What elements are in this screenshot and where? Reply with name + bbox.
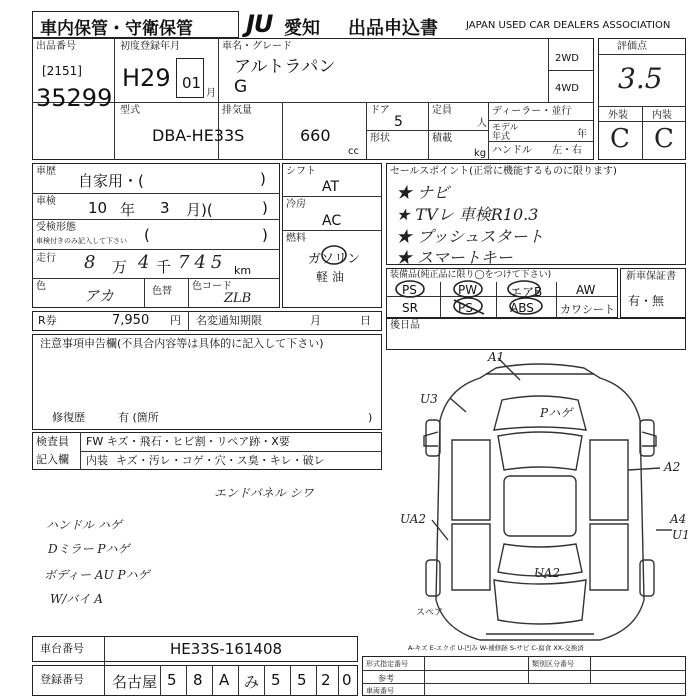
inspection-year: 10 — [88, 199, 108, 217]
mileage-man-unit: 万 — [112, 258, 128, 276]
lot-label: 出品番号 — [36, 41, 76, 52]
rating-value: 3.5 — [618, 62, 663, 95]
doc-title: 出品申込書 — [348, 18, 438, 39]
equipment-aw: AW — [576, 283, 596, 297]
inspector-row-1: FW キズ・飛石・ヒビ割・リペア跡・X要 — [86, 435, 290, 448]
mileage-sen: 4 — [138, 252, 150, 273]
fuel-diesel: 軽油 — [316, 270, 349, 284]
plate-digit-5: 5 — [271, 671, 281, 689]
capacity-unit: 人 — [477, 118, 487, 129]
fuel-gasoline: ガソリン — [308, 252, 361, 267]
sales-point-3: ★ プッシュスタート — [396, 227, 544, 246]
sales-points-label: セールスポイント(正常に機能するものに限ります) — [390, 166, 617, 177]
mark-a1: A1 — [488, 350, 505, 364]
interior-grade: C — [654, 124, 674, 154]
displacement-unit: cc — [348, 146, 359, 157]
load-unit: kg — [474, 148, 487, 159]
equipment-leather-seat: カワシート — [560, 303, 615, 316]
repair-close: ) — [368, 411, 373, 424]
equipment-ps: PS — [402, 283, 417, 297]
shift-label: シフト — [286, 166, 316, 177]
sales-point-4: ★ スマートキー — [396, 248, 513, 267]
english-title: JAPAN USED CAR DEALERS ASSOCIATION — [466, 20, 671, 31]
mark-u3: U3 — [420, 392, 438, 406]
plate-digit-6: 5 — [297, 671, 307, 689]
storage-stamp: 車内保管・守衛保管 — [40, 19, 193, 39]
equipment-airbag: エアB — [510, 285, 543, 299]
history-label: 車歴 — [36, 166, 56, 177]
mark-a4: A4 — [670, 512, 687, 526]
warranty-options: 有・無 — [628, 294, 665, 308]
lot-sub: [2151] — [42, 64, 82, 78]
model-year-unit: 年 — [577, 129, 587, 140]
registration-year: H29 — [122, 64, 171, 92]
equipment-ps2: PS — [458, 301, 473, 315]
load-label: 積載 — [432, 133, 452, 144]
lot-number: 35299 — [36, 84, 113, 112]
registration-month-unit: 月 — [206, 88, 216, 99]
mileage-unit: km — [234, 264, 252, 277]
recycle-unit: 円 — [170, 314, 181, 327]
car-name-label: 車名・グレード — [222, 41, 292, 52]
handwritten-note-5: W/バイ A — [50, 592, 103, 606]
mark-spare: スペア — [416, 608, 444, 618]
mileage-man: 8 — [84, 252, 96, 273]
handwritten-note-2: ハンドル ハゲ — [46, 518, 122, 532]
drive-2wd: 2WD — [555, 53, 579, 64]
pickup-value: ( — [144, 226, 150, 244]
model-code: DBA-HE33S — [152, 126, 245, 145]
history-close: ) — [260, 170, 266, 188]
car-name: アルトラパン — [234, 57, 336, 77]
pickup-close: ) — [262, 226, 268, 244]
equipment-pw: PW — [458, 283, 478, 297]
equipment-abs: ABS — [510, 301, 534, 315]
mileage-rest: 745 — [178, 252, 228, 273]
tax-notice-month: 月 — [310, 314, 321, 327]
warranty-label: 新車保証書 — [626, 271, 676, 282]
model-label: 型式 — [120, 105, 140, 116]
handwritten-note-3: Dミラー Pハゲ — [48, 542, 130, 556]
dealer-label: ディーラー・並行 — [492, 106, 572, 117]
doors-label: ドア — [370, 105, 390, 116]
color-value: アカ — [84, 287, 114, 305]
sales-point-2: ★ TVレ 車検R10.3 — [396, 205, 539, 224]
drive-4wd: 4WD — [555, 83, 579, 94]
registration-month: 01 — [182, 74, 202, 92]
color-code-label: 色コード — [192, 281, 232, 292]
mark-ua2-left: UA2 — [400, 512, 427, 526]
chassis-number: HE33S-161408 — [170, 640, 283, 658]
doors-value: 5 — [394, 114, 403, 130]
notes-label: 注意事項申告欄(不具合内容等は具体的に記入して下さい) — [40, 337, 324, 350]
plate-digit-7: 2 — [321, 671, 331, 689]
displacement-value: 660 — [300, 126, 331, 145]
inspector-label-2: 記入欄 — [36, 453, 69, 466]
inspector-label-1: 検査員 — [36, 435, 69, 448]
shift-value: AT — [322, 179, 340, 195]
chassis-label: 車台番号 — [40, 642, 84, 655]
displacement-label: 排気量 — [222, 105, 252, 116]
mark-a2: A2 — [664, 460, 681, 474]
sales-point-1: ★ ナビ — [396, 183, 450, 202]
recycle-value: 7,950 — [112, 313, 150, 328]
pickup-sub: 車検付きのみ記入して下さい — [36, 237, 127, 245]
tax-notice-day: 日 — [360, 314, 371, 327]
mark-u1: U1 — [672, 528, 690, 542]
handwritten-note-4: ボディー AU Pハゲ — [44, 568, 150, 582]
recycle-label: R券 — [38, 314, 57, 327]
color-label: 色 — [36, 281, 46, 292]
model-year-label: モデル年式 — [492, 123, 519, 142]
inspection-month-unit: 月)( — [186, 201, 213, 219]
category-number-label: 類別区分番号 — [532, 660, 574, 668]
pickup-label: 受検形態 — [36, 222, 76, 233]
ju-logo: JU — [246, 10, 273, 38]
tax-notice-label: 名変通知期限 — [196, 314, 262, 327]
shape-label: 形状 — [370, 133, 390, 144]
inspection-year-unit: 年 — [120, 201, 136, 219]
plate-digit-8: 0 — [342, 671, 352, 689]
plate-label: 登録番号 — [40, 673, 84, 686]
handle-options: 左・右 — [552, 145, 582, 156]
type-designation-label: 形式指定番号 — [366, 660, 408, 668]
handwritten-note-1: エンドパネル シワ — [214, 486, 314, 500]
handle-label: ハンドル — [492, 145, 532, 156]
mileage-sen-unit: 千 — [156, 258, 172, 276]
aircon-label: 冷房 — [286, 199, 306, 210]
plate-digit-1: 5 — [167, 671, 177, 689]
mark-ua2-rear: UA2 — [534, 566, 561, 580]
inspection-close: ) — [262, 199, 268, 217]
interior-label: 内装 — [652, 110, 672, 121]
vehicle-number-label: 車両番号 — [366, 687, 394, 695]
reference-label: 参考 — [378, 674, 394, 683]
rating-label: 評価点 — [617, 41, 647, 52]
registration-label: 初度登録年月 — [120, 41, 180, 52]
equipment-label: 装備品(純正品に限り◯をつけて下さい) — [390, 270, 552, 280]
fuel-label: 燃料 — [286, 233, 306, 244]
car-grade: G — [234, 77, 248, 97]
inspector-row-2-label: 内装 — [86, 454, 108, 467]
plate-digit-2: 8 — [193, 671, 203, 689]
history-value: 自家用・( — [78, 172, 144, 190]
inspector-row-2: キズ・汚レ・コゲ・穴・ス臭・キレ・破レ — [116, 454, 325, 467]
mileage-label: 走行 — [36, 253, 56, 264]
mark-paint-peel: Pハゲ — [540, 406, 573, 420]
inspection-month: 3 — [160, 199, 170, 217]
later-items-label: 後日品 — [390, 320, 420, 331]
damage-legend: A-キズ E-エクボ U-凹み W-補修跡 S-サビ C-腐食 XX-交換済 — [408, 644, 584, 652]
capacity-label: 定員 — [432, 105, 452, 116]
aircon-value: AC — [322, 213, 342, 229]
org-name: 愛知 — [284, 18, 320, 39]
exterior-grade: C — [610, 124, 630, 154]
repair-label: 修復歴 — [52, 411, 85, 424]
color-change-label: 色替 — [152, 286, 172, 297]
plate-digit-3: A — [219, 671, 230, 689]
equipment-sr: SR — [402, 301, 418, 315]
plate-digit-4: み — [244, 673, 260, 691]
repair-value: 有 (箇所 — [118, 411, 159, 424]
bottom-right-box — [362, 656, 686, 696]
plate-region: 名古屋 — [112, 673, 158, 691]
inspection-label: 車検 — [36, 196, 56, 207]
color-code: ZLB — [224, 291, 252, 306]
exterior-label: 外装 — [608, 110, 628, 121]
